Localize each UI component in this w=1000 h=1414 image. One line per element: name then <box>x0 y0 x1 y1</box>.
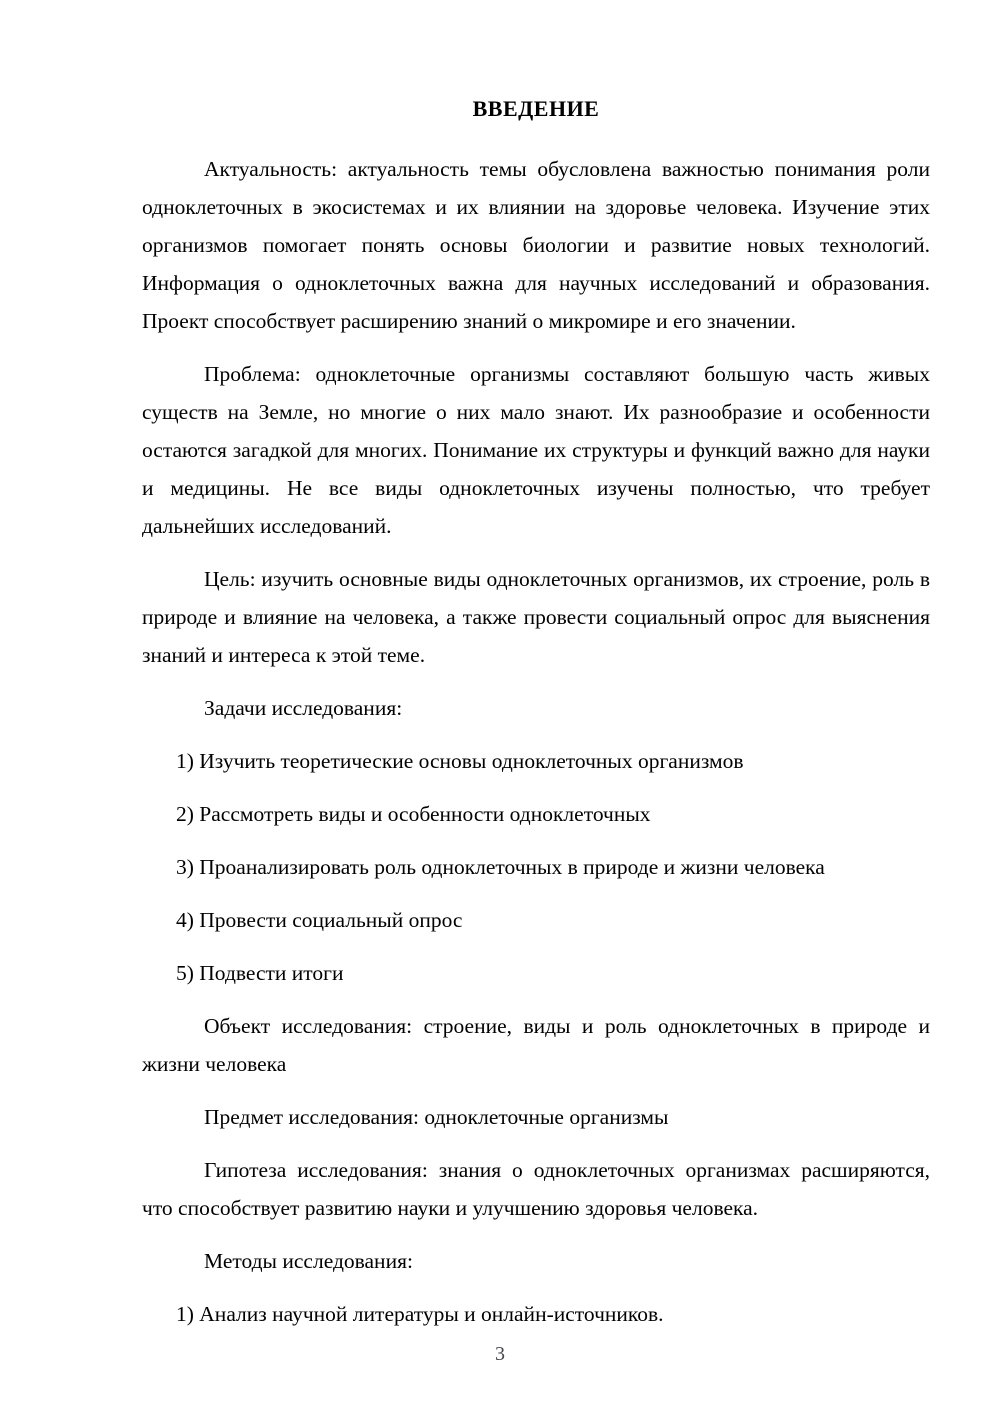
list-item-task-5: 5) Подвести итоги <box>176 961 344 985</box>
paragraph-metody-heading: Методы исследования: <box>204 1249 413 1273</box>
paragraph-predmet: Предмет исследования: одноклеточные организмы <box>204 1105 669 1129</box>
list-item-method-1: 1) Анализ научной литературы и онлайн-источников. <box>176 1302 664 1326</box>
document-content <box>142 96 930 1348</box>
paragraph-gipoteza: Гипотеза исследования: знания о одноклеточных организмах расширяются, что способствует развитию науки и улучшению здоровья человека. <box>142 1158 930 1220</box>
paragraph-aktualnost: Актуальность: актуальность темы обусловлена важностью понимания роли одноклеточных в экосистемах и их влиянии на здоровье человека. Изучение этих организмов помогает понять основы биологии и развитие новых технологий. Информация о одноклеточных важна для научных исследований и образования. Проект способствует расширению знаний о микромире и его значении. <box>142 157 930 333</box>
paragraph-zadachi-heading: Задачи исследования: <box>204 696 403 720</box>
list-item-task-3: 3) Проанализировать роль одноклеточных в природе и жизни человека <box>176 855 825 879</box>
paragraph-obekt: Объект исследования: строение, виды и роль одноклеточных в природе и жизни человека <box>142 1014 930 1076</box>
page-number: 3 <box>495 1343 505 1365</box>
list-item-task-4: 4) Провести социальный опрос <box>176 908 463 932</box>
paragraph-tsel: Цель: изучить основные виды одноклеточных организмов, их строение, роль в природе и влияние на человека, а также провести социальный опрос для выяснения знаний и интереса к этой теме. <box>142 567 930 667</box>
paragraph-problema: Проблема: одноклеточные организмы составляют большую часть живых существ на Земле, но многие о них мало знают. Их разнообразие и особенности остаются загадкой для многих. Понимание их структуры и функций важно для науки и медицины. Не все виды одноклеточных изучены полностью, что требует дальнейших исследований. <box>142 362 930 538</box>
list-item-task-1: 1) Изучить теоретические основы одноклеточных организмов <box>176 749 744 773</box>
list-item-task-2: 2) Рассмотреть виды и особенности одноклеточных <box>176 802 651 826</box>
document-title: ВВЕДЕНИЕ <box>472 96 600 121</box>
